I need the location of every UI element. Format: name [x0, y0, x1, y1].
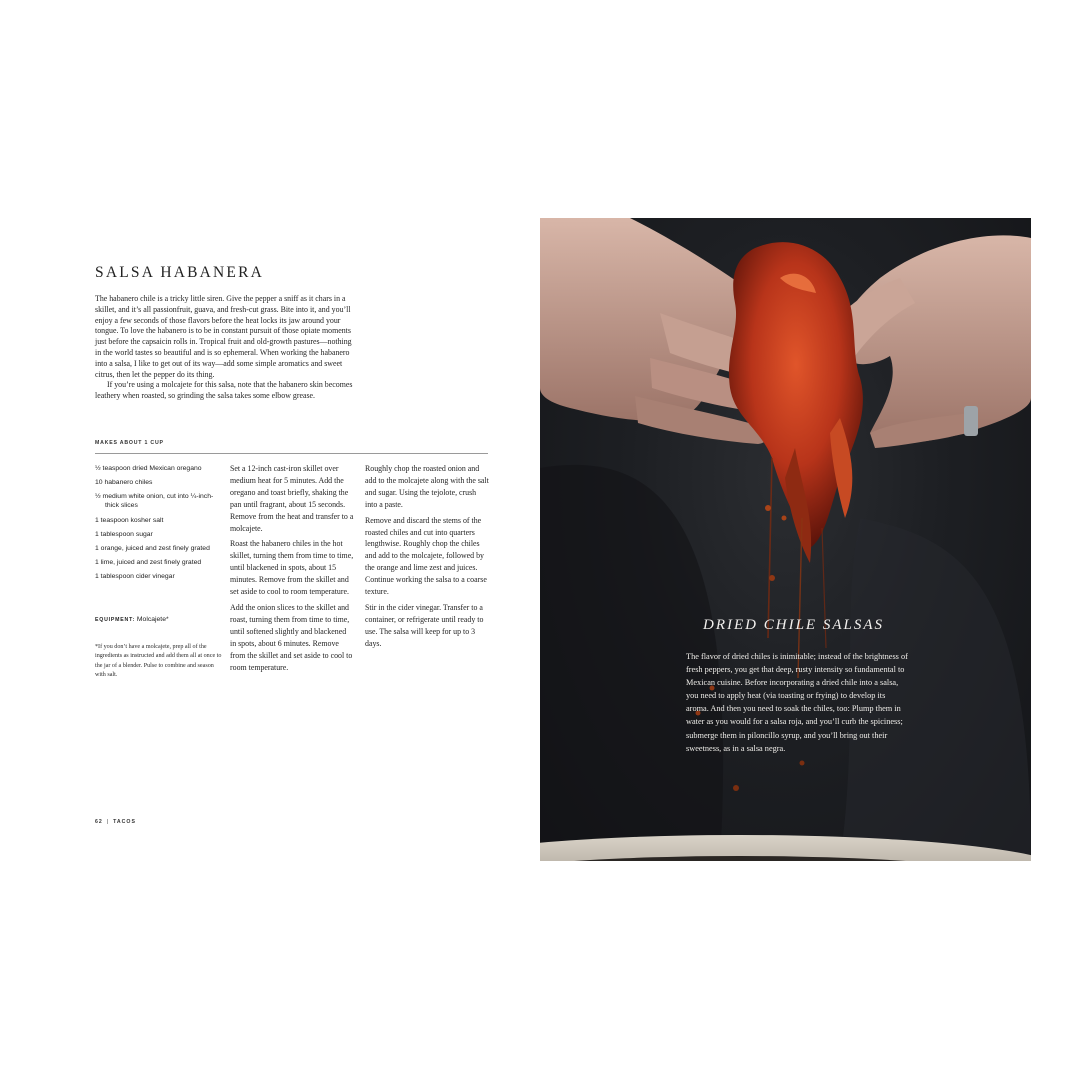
equipment-value: Molcajete* — [136, 616, 169, 623]
chile-photo — [540, 218, 1031, 861]
section-name: TACOS — [113, 819, 136, 825]
ingredient-item: 10 habanero chiles — [95, 479, 153, 487]
method-column-2 — [365, 463, 489, 654]
method-step: Stir in the cider vinegar. Transfer to a container, or refrigerate until ready to use. The salsa will keep for up to 3 days. — [365, 602, 484, 648]
page-folio — [95, 819, 136, 825]
intro-paragraph-1: The habanero chile is a tricky little siren. Give the pepper a sniff as it chars in a skillet, and it’s all passionfruit, guava, and fresh-cut grass. Bite into it, and you’ll enjoy a few seconds of those flavors before the heat locks its jaw around your tongue. To love the habanero is to be in constant pursuit of those opiate moments just before the capsaicin rolls in. Tropical fruit and old-growth pastures—nothing in the world tastes so beautiful and is so ephemeral. When working the habanero into a salsa, I like to get out of its way—add some simple aromatics and sweet citrus, then let the pepper do its thing. — [95, 294, 352, 379]
method-step: Remove and discard the stems of the roasted chiles and cut into quarters lengthwise. Roughly chop the chiles and add to the molcajete, followed by the orange and lime zest and juices. Continue working the salsa to a coarse texture. — [365, 515, 487, 597]
oil-drip — [768, 458, 772, 638]
intro-paragraph-2: If you’re using a molcajete for this salsa, note that the habanero skin becomes leathery when roasted, so grinding the salsa takes some elbow grease. — [95, 380, 353, 401]
folio-separator: | — [106, 819, 110, 825]
photo-page-title: DRIED CHILE SALSAS — [703, 617, 884, 633]
ingredient-item: 1 orange, juiced and zest finely grated — [95, 544, 210, 552]
page-number: 62 — [95, 819, 103, 825]
hands-tearing-chile-illustration — [540, 218, 1031, 861]
ingredient-item: ½ medium white onion, cut into ¼-inch-thick slices — [95, 493, 214, 510]
ingredient-item: 1 tablespoon cider vinegar — [95, 573, 175, 581]
ingredient-item: ½ teaspoon dried Mexican oregano — [95, 465, 202, 472]
ingredient-item: 1 lime, juiced and zest finely grated — [95, 559, 202, 567]
recipe-title: SALSA HABANERA — [95, 264, 265, 281]
ingredient-list — [95, 464, 223, 587]
oil-droplet — [769, 575, 775, 581]
oil-droplet — [765, 505, 771, 511]
photo-page-body: The flavor of dried chiles is inimitable; instead of the brightness of fresh peppers, you get that deep, rusty intensity so fundamental to Mexican cuisine. Before incorporating a dried chile into a salsa, you need to apply heat (via toasting or frying) to develop its aroma. And then you need to soak the chiles, too: Plump them in water as you would for a salsa roja, and you’ll curb the spiciness; submerge them in piloncillo syrup, and you’ll bring out their sweetness, as in a salsa negra. — [686, 652, 908, 753]
ingredient-item: 1 tablespoon sugar — [95, 530, 153, 538]
oil-droplet — [800, 761, 805, 766]
method-column-1 — [230, 463, 354, 677]
ingredient-item: 1 teaspoon kosher salt — [95, 516, 164, 524]
oil-droplet — [782, 516, 787, 521]
method-step: Add the onion slices to the skillet and roast, turning them from time to time, until softened slightly and blackened in spots, about 6 minutes. Remove from the skillet and set aside to cool to room temperature. — [230, 602, 353, 672]
recipe-intro — [95, 294, 357, 402]
method-step: Set a 12-inch cast-iron skillet over medium heat for 5 minutes. Add the oregano and toast briefly, shaking the pan until fragrant, about 15 seconds. Remove from the heat and transfer to a molcajete. — [230, 464, 354, 533]
equipment-label: EQUIPMENT: — [95, 617, 135, 623]
recipe-yield: MAKES ABOUT 1 CUP — [95, 440, 164, 446]
equipment-line — [95, 616, 169, 623]
ring — [964, 406, 978, 436]
method-step: Roast the habanero chiles in the hot skillet, turning them from time to time, until blackened in spots, about 15 minutes. Remove from the skillet and set aside to cool to room temperature. — [230, 539, 354, 597]
oil-droplet — [733, 785, 739, 791]
section-divider — [95, 453, 488, 454]
recipe-footnote: *If you don’t have a molcajete, prep all of the ingredients as instructed and add them all at once to the jar of a blender. Pulse to combine and season with salt. — [95, 644, 222, 679]
method-step: Roughly chop the roasted onion and add to the molcajete along with the salt and sugar. Using the tejolote, crush into a paste. — [365, 464, 489, 509]
